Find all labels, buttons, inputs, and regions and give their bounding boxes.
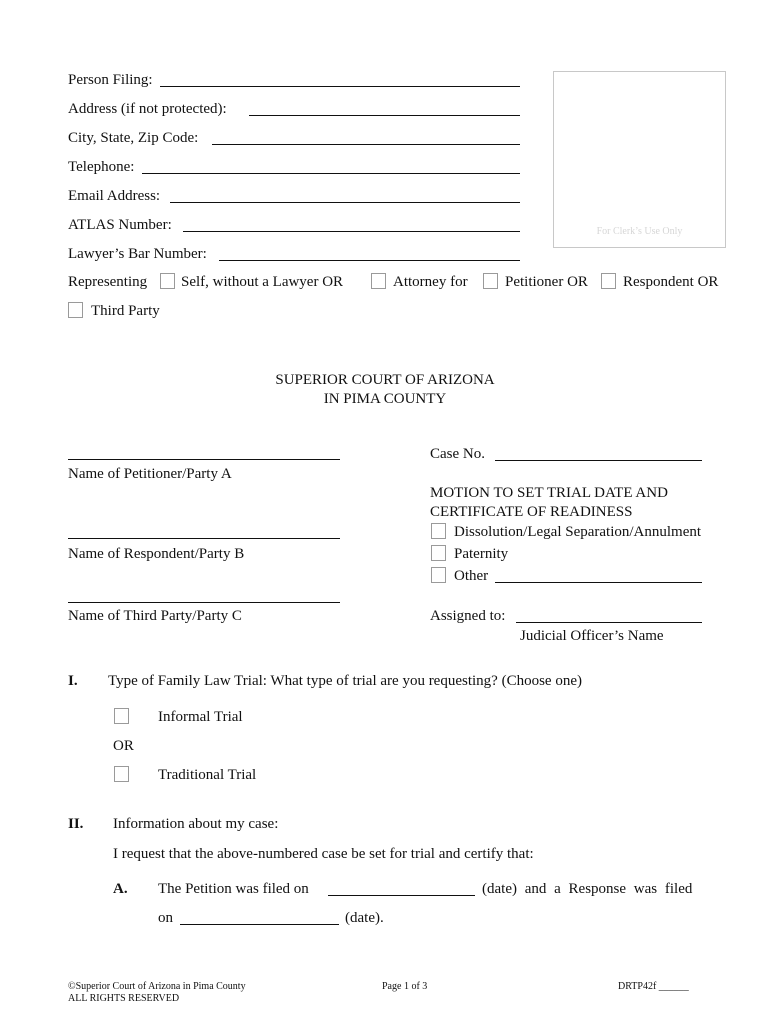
petition-filed-text: The Petition was filed on: [158, 881, 309, 897]
section-2-number: II.: [68, 816, 84, 832]
item-a-label: A.: [113, 881, 128, 897]
email-field[interactable]: [170, 202, 520, 203]
response-filed-text: (date) and a Response was filed: [482, 881, 693, 897]
atlas-label: ATLAS Number:: [68, 217, 172, 233]
third-party-name-label: Name of Third Party/Party C: [68, 608, 242, 624]
case-number-label: Case No.: [430, 446, 485, 462]
bar-number-field[interactable]: [219, 260, 520, 261]
city-state-zip-field[interactable]: [212, 144, 520, 145]
paternity-label: Paternity: [454, 546, 509, 562]
court-name: SUPERIOR COURT OF ARIZONA: [275, 372, 495, 388]
informal-trial-label: Informal Trial: [158, 709, 243, 725]
bar-number-label: Lawyer’s Bar Number:: [68, 246, 207, 262]
self-label: Self, without a Lawyer OR: [181, 274, 344, 290]
footer-copyright: ©Superior Court of Arizona in Pima County: [68, 981, 246, 992]
respondent-name-label: Name of Respondent/Party B: [68, 546, 245, 562]
person-filing-label: Person Filing:: [68, 72, 153, 88]
other-field[interactable]: [495, 582, 702, 583]
clerk-use-note: For Clerk’s Use Only: [596, 226, 683, 237]
clerk-use-box: [553, 71, 726, 248]
assigned-to-field[interactable]: [516, 622, 702, 623]
person-filing-field[interactable]: [160, 86, 520, 87]
response-date-field[interactable]: [180, 924, 339, 925]
footer-form-code: DRTP42f ______: [618, 981, 689, 992]
third-party-name-field[interactable]: [68, 602, 340, 603]
informal-trial-checkbox[interactable]: [114, 708, 129, 724]
section-2-title: Information about my case:: [113, 816, 279, 832]
judicial-officer-label: Judicial Officer’s Name: [520, 628, 664, 644]
paternity-checkbox[interactable]: [431, 545, 446, 561]
assigned-to-label: Assigned to:: [430, 608, 506, 624]
petitioner-label: Name of Petitioner/Party A: [68, 466, 232, 482]
other-checkbox[interactable]: [431, 567, 446, 583]
respondent-checkbox[interactable]: [601, 273, 616, 289]
respondent-name-field[interactable]: [68, 538, 340, 539]
petition-date-field[interactable]: [328, 895, 475, 896]
petitioner-label: Petitioner OR: [505, 274, 588, 290]
other-label: Other: [454, 568, 489, 584]
third-party-label: Third Party: [91, 303, 160, 319]
motion-title-line1: MOTION TO SET TRIAL DATE AND: [430, 485, 668, 501]
footer-rights: ALL RIGHTS RESERVED: [68, 993, 180, 1004]
footer-page-number: Page 1 of 3: [382, 981, 428, 992]
traditional-trial-checkbox[interactable]: [114, 766, 129, 782]
case-number-field[interactable]: [495, 460, 702, 461]
dissolution-checkbox[interactable]: [431, 523, 446, 539]
city-state-zip-label: City, State, Zip Code:: [68, 130, 199, 146]
respondent-label: Respondent OR: [623, 274, 719, 290]
dissolution-label: Dissolution/Legal Separation/Annulment: [454, 524, 702, 540]
third-party-checkbox[interactable]: [68, 302, 83, 318]
date-suffix: (date).: [345, 910, 384, 926]
self-checkbox[interactable]: [160, 273, 175, 289]
attorney-label: Attorney for: [393, 274, 468, 290]
atlas-field[interactable]: [183, 231, 520, 232]
attorney-checkbox[interactable]: [371, 273, 386, 289]
representing-label: Representing: [68, 274, 148, 290]
section-1-title: Type of Family Law Trial: What type of trial are you requesting? (Choose one): [108, 673, 582, 689]
telephone-field[interactable]: [142, 173, 520, 174]
on-label: on: [158, 910, 173, 926]
address-label: Address (if not protected):: [68, 101, 227, 117]
traditional-trial-label: Traditional Trial: [158, 767, 257, 783]
telephone-label: Telephone:: [68, 159, 135, 175]
motion-title-line2: CERTIFICATE OF READINESS: [430, 504, 633, 520]
section-2-intro: I request that the above-numbered case be set for trial and certify that:: [113, 846, 534, 862]
email-label: Email Address:: [68, 188, 161, 204]
or-label: OR: [113, 738, 134, 754]
address-field[interactable]: [249, 115, 520, 116]
petitioner-checkbox[interactable]: [483, 273, 498, 289]
court-county: IN PIMA COUNTY: [323, 391, 447, 407]
petitioner-name-field[interactable]: [68, 459, 340, 460]
section-1-number: I.: [68, 673, 78, 689]
